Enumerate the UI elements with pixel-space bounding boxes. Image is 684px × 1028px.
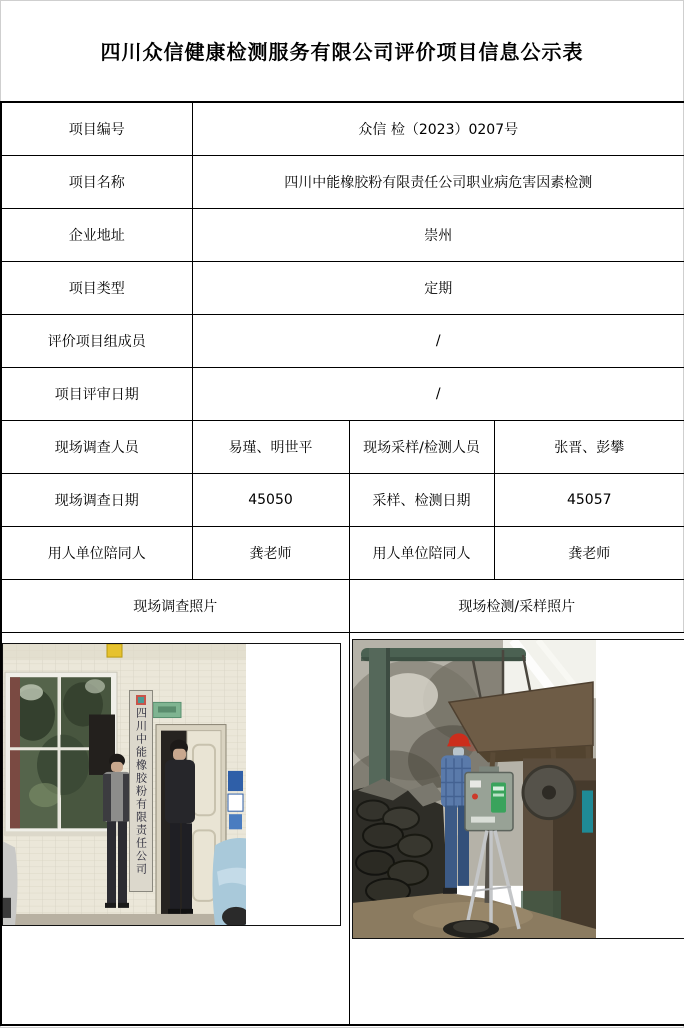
table-row (1, 526, 684, 579)
table-row (1, 420, 684, 473)
company-address-label: 企业地址 (1, 208, 192, 261)
table-row (1, 473, 684, 526)
title-block (0, 0, 684, 101)
survey-staff-label: 现场调查人员 (1, 420, 192, 473)
sampling-photo-header: 现场检测/采样照片 (349, 579, 684, 632)
accompany-left-label: 用人单位陪同人 (1, 526, 192, 579)
survey-photo-cell (1, 632, 349, 1025)
company-sign (129, 690, 153, 892)
survey-staff-value: 易瑾、明世平 (192, 420, 349, 473)
table-row (1, 314, 684, 367)
accompany-left-value: 龚老师 (192, 526, 349, 579)
sampling-staff-label: 现场采样/检测人员 (349, 420, 494, 473)
car-left (3, 841, 18, 925)
pavement (15, 913, 217, 924)
project-name-value: 四川中能橡胶粉有限责任公司职业病危害因素检测 (192, 155, 684, 208)
evaluation-team-value: / (192, 314, 684, 367)
company-logo-icon (136, 695, 146, 705)
yellow-lamp (107, 644, 122, 657)
project-info-table (0, 101, 684, 1026)
company-address-value: 崇州 (192, 208, 684, 261)
sampling-date-label: 采样、检测日期 (349, 473, 494, 526)
project-type-value: 定期 (192, 261, 684, 314)
machinery (521, 758, 596, 934)
sampling-date-value: 45057 (494, 473, 684, 526)
table-row (1, 579, 684, 632)
survey-photo (3, 644, 246, 925)
project-name-label: 项目名称 (1, 155, 192, 208)
survey-photo-svg (3, 644, 246, 925)
accompany-right-value: 龚老师 (494, 526, 684, 579)
survey-photo-box (2, 643, 341, 926)
project-number-value: 众信 检（2023）0207号 (192, 102, 684, 155)
table-row (1, 102, 684, 155)
survey-date-value: 45050 (192, 473, 349, 526)
table-row (1, 261, 684, 314)
company-sign-text: 四川中能橡胶粉有限责任公司 (134, 706, 148, 876)
table-row (1, 208, 684, 261)
photo-row (1, 632, 684, 1025)
car-right (213, 838, 247, 925)
wall-notices (228, 770, 243, 828)
sampling-photo-svg (353, 640, 596, 938)
project-type-label: 项目类型 (1, 261, 192, 314)
rubber-piles (353, 778, 448, 906)
accompany-right-label: 用人单位陪同人 (349, 526, 494, 579)
project-number-label: 项目编号 (1, 102, 192, 155)
survey-photo-header: 现场调查照片 (1, 579, 349, 632)
sampling-staff-value: 张晋、彭攀 (494, 420, 684, 473)
survey-date-label: 现场调查日期 (1, 473, 192, 526)
page-title: 四川众信健康检测服务有限公司评价项目信息公示表 (100, 40, 584, 64)
table-row (1, 155, 684, 208)
review-date-label: 项目评审日期 (1, 367, 192, 420)
evaluation-team-label: 评价项目组成员 (1, 314, 192, 367)
table-row (1, 367, 684, 420)
sampling-photo-box (352, 639, 684, 939)
review-date-value: / (192, 367, 684, 420)
teal-device (582, 790, 593, 832)
sampling-photo-cell (349, 632, 684, 1025)
window (5, 672, 117, 836)
sampling-instrument (465, 766, 513, 830)
sampling-photo (353, 640, 596, 938)
